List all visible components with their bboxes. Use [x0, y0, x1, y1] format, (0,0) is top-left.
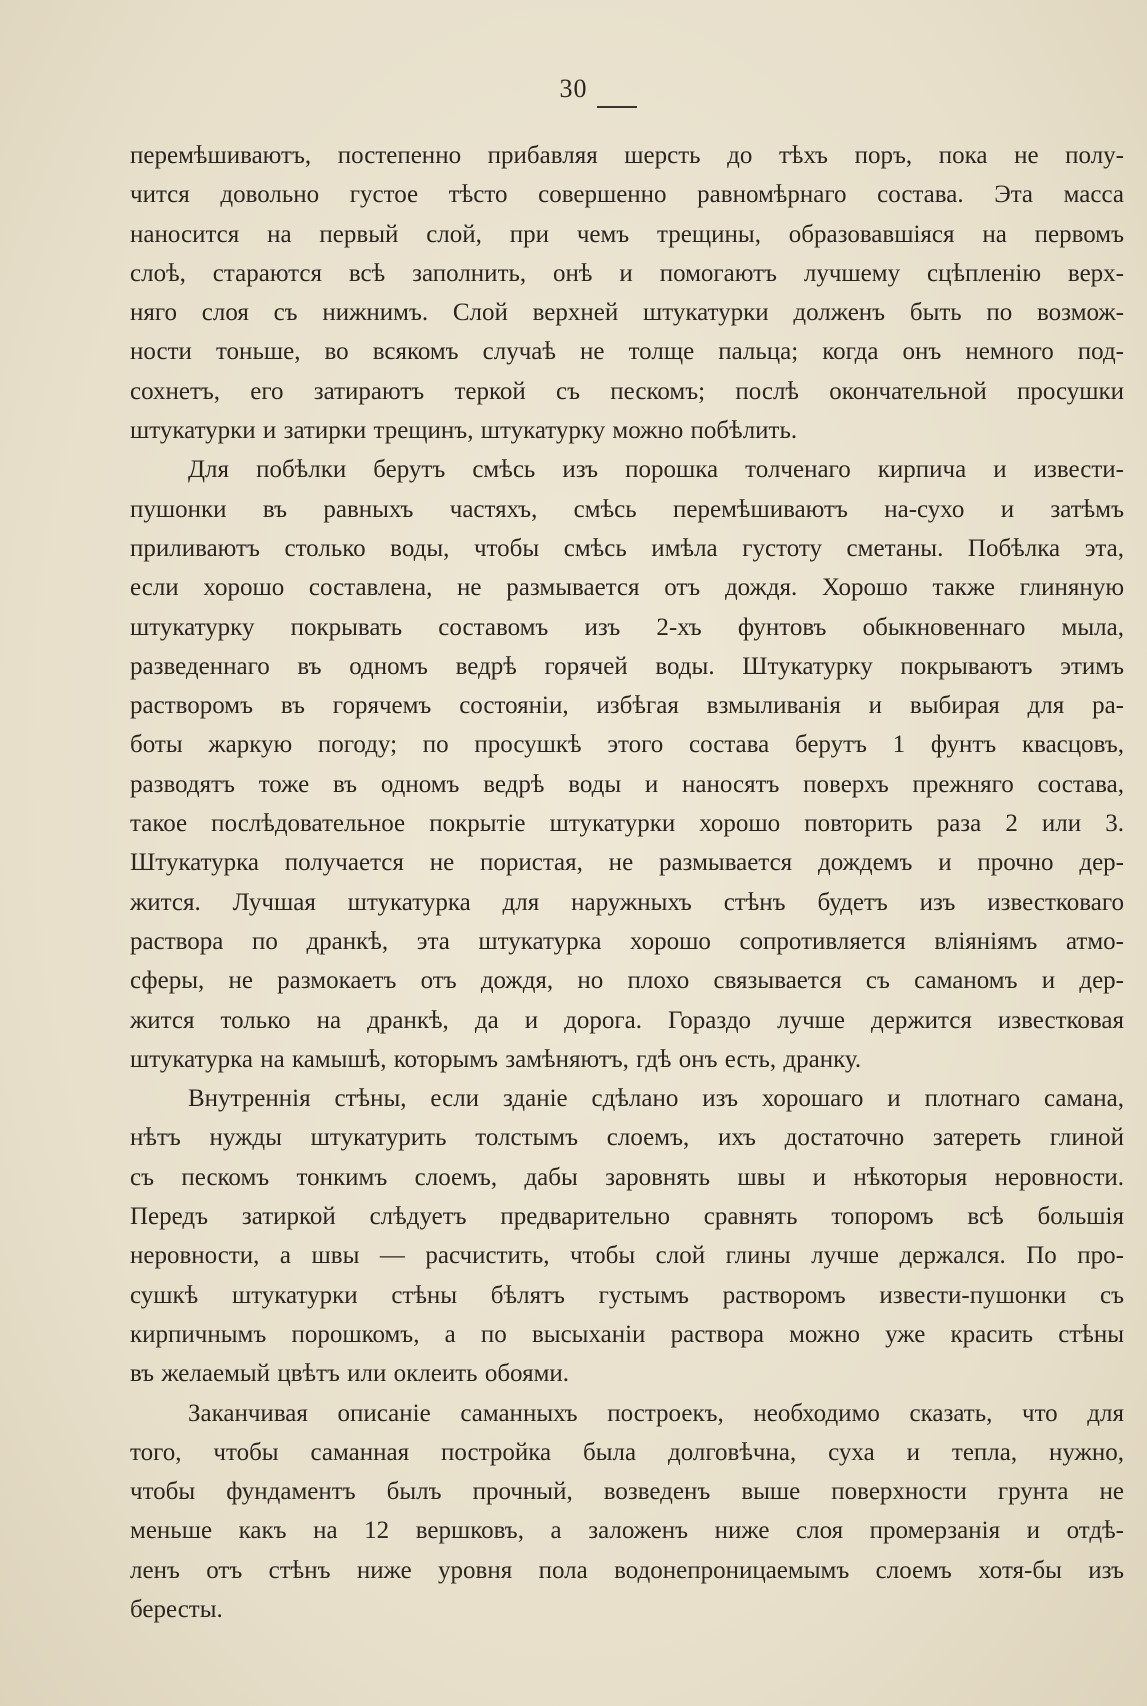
- text-line: разводятъ тоже въ одномъ ведрѣ воды и наносятъ поверхъ прежняго состава,: [130, 770, 1124, 798]
- text-line: штукатурка на камышѣ, которымъ замѣняютъ, гдѣ онъ есть, дранку.: [130, 1045, 862, 1073]
- text-line: раствора по дранкѣ, эта штукатурка хорошо сопротивляется вліяніямъ атмо-: [130, 927, 1124, 955]
- text-line: сохнетъ, его затираютъ теркой съ пескомъ; послѣ окончательной просушки: [130, 377, 1124, 405]
- text-line: жится. Лучшая штукатурка для наружныхъ стѣнъ будетъ изъ известковаго: [130, 888, 1124, 916]
- text-line: штукатурки и затирки трещинъ, штукатурку можно побѣлить.: [130, 417, 798, 445]
- paragraph-2: [130, 450, 1124, 1079]
- page-number-underline: [597, 106, 637, 108]
- paragraph-4: [130, 1394, 1124, 1630]
- text-line: наносится на первый слой, при чемъ трещины, образовавшіяся на первомъ: [130, 220, 1124, 248]
- text-line: Для побѣлки берутъ смѣсь изъ порошка толченаго кирпича и извести-: [188, 456, 1124, 484]
- text-line: съ пескомъ тонкимъ слоемъ, дабы заровнять швы и нѣкоторыя неровности.: [130, 1163, 1124, 1191]
- text-line: сферы, не размокаетъ отъ дождя, но плохо связывается съ саманомъ и дер-: [130, 967, 1124, 995]
- text-line: такое послѣдовательное покрытіе штукатурки хорошо повторить раза 2 или 3.: [130, 810, 1124, 838]
- text-line: жится только на дранкѣ, да и дорога. Гораздо лучше держится известковая: [130, 1006, 1124, 1034]
- text-line: если хорошо составлена, не размывается отъ дождя. Хорошо также глиняную: [130, 574, 1124, 602]
- text-line: штукатурку покрывать составомъ изъ 2-хъ фунтовъ обыкновеннаго мыла,: [130, 613, 1124, 641]
- text-line: слоѣ, стараются всѣ заполнить, онѣ и помогаютъ лучшему сцѣпленію верх-: [130, 259, 1124, 287]
- text-line: приливаютъ столько воды, чтобы смѣсь имѣла густоту сметаны. Побѣлка эта,: [130, 534, 1124, 562]
- text-line: няго слоя съ нижнимъ. Слой верхней штукатурки долженъ быть по возмож-: [130, 299, 1124, 327]
- text-line: чится довольно густое тѣсто совершенно равномѣрнаго состава. Эта масса: [130, 181, 1124, 209]
- text-line: Внутреннія стѣны, если зданіе сдѣлано изъ хорошаго и плотнаго самана,: [188, 1085, 1124, 1113]
- text-line: растворомъ въ горячемъ состояніи, избѣгая взмыливанія и выбирая для ра-: [130, 692, 1124, 720]
- page-number: 30: [559, 74, 588, 103]
- text-line: сушкѣ штукатурки стѣны бѣлятъ густымъ растворомъ извести-пушонки съ: [130, 1281, 1124, 1309]
- text-line: Заканчивая описаніе саманныхъ построекъ, необходимо сказать, что для: [188, 1399, 1124, 1427]
- text-line: боты жаркую погоду; по просушкѣ этого состава берутъ 1 фунтъ квасцовъ,: [130, 731, 1124, 759]
- text-line: перемѣшиваютъ, постепенно прибавляя шерсть до тѣхъ поръ, пока не полу-: [130, 142, 1124, 169]
- text-line: того, чтобы саманная постройка была долговѣчна, суха и тепла, нужно,: [130, 1438, 1124, 1466]
- text-line: въ желаемый цвѣтъ или оклеить обоями.: [130, 1360, 570, 1388]
- text-line: чтобы фундаментъ былъ прочный, возведенъ выше поверхности грунта не: [130, 1478, 1124, 1506]
- text-line: Передъ затиркой слѣдуетъ предварительно сравнять топоромъ всѣ большія: [130, 1203, 1124, 1231]
- body-text: [130, 136, 1124, 1629]
- paragraph-1: [130, 136, 1124, 450]
- text-line: пушонки въ равныхъ частяхъ, смѣсь перемѣшиваютъ на-сухо и затѣмъ: [130, 495, 1124, 523]
- text-line: ленъ отъ стѣнъ ниже уровня пола водонепроницаемымъ слоемъ хотя-бы изъ: [130, 1556, 1124, 1584]
- text-line: нѣтъ нужды штукатурить толстымъ слоемъ, ихъ достаточно затереть глиной: [130, 1124, 1124, 1152]
- text-line: ности тоньше, во всякомъ случаѣ не толще пальца; когда онъ немного под-: [130, 338, 1124, 366]
- text-line: Штукатурка получается не пористая, не размывается дождемъ и прочно дер-: [130, 849, 1124, 877]
- text-line: меньше какъ на 12 вершковъ, а заложенъ ниже слоя промерзанія и отдѣ-: [130, 1517, 1124, 1545]
- text-line: разведеннаго въ одномъ ведрѣ горячей воды. Штукатурку покрываютъ этимъ: [130, 652, 1124, 680]
- text-line: неровности, а швы — расчистить, чтобы слой глины лучше держался. По про-: [130, 1242, 1124, 1270]
- text-line: кирпичнымъ порошкомъ, а по высыханіи раствора можно уже красить стѣны: [130, 1320, 1124, 1348]
- paragraph-3: [130, 1079, 1124, 1393]
- text-line: бересты.: [130, 1595, 223, 1623]
